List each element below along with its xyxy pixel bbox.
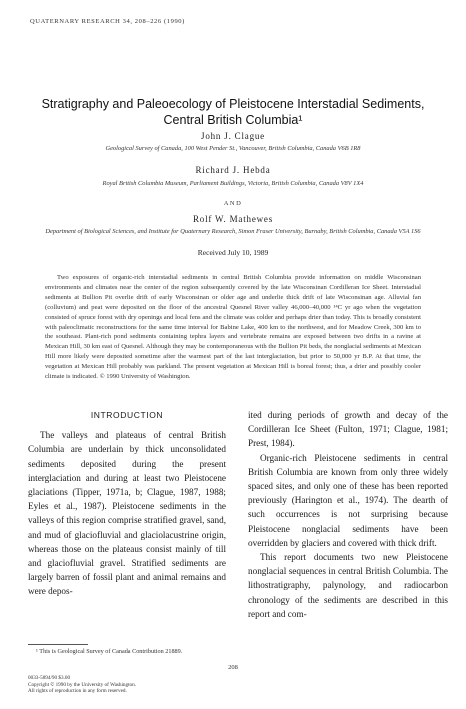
section-heading-introduction: INTRODUCTION — [90, 410, 164, 420]
author-name-1: John J. Clague — [201, 131, 265, 141]
body-column-left — [28, 408, 226, 599]
footnote: ¹ This is Geological Survey of Canada Contribution 21889. — [36, 648, 183, 655]
paragraph: Organic-rich Pleistocene sediments in central British Columbia are known from only three widely spaced sites, and only one of these has been reported previously (Harington et al., 1974). The dearth of such occurrences is not surprising because Pleistocene nonglacial sediments have been overridden by glaciers and covered with thick drift. — [248, 452, 448, 548]
paragraph: This report documents two new Pleistocene nonglacial sequences in central British Columbia. The lithostratigraphy, palynology, and radiocarbon chronology of the sediments are described in this report and com- — [248, 552, 448, 619]
author-affiliation-1: Geological Survey of Canada, 100 West Pender St., Vancouver, British Columbia, Canada V6B 1R8 — [105, 145, 361, 152]
copyright-line: All rights of reproduction in any form reserved. — [28, 688, 127, 694]
paragraph: ited during periods of growth and decay of the Cordilleran Ice Sheet (Fulton, 1971; Clague, 1981; Prest, 1984). — [248, 410, 448, 449]
author-affiliation-3: Department of Biological Sciences, and Institute for Quaternary Research, Simon Fraser University, Burnaby, British Columbia, Canada V5A 1S6 — [45, 228, 421, 235]
and-separator: AND — [223, 200, 243, 207]
copyright-line: 0033-5894/90 $3.00 — [28, 675, 71, 681]
footnote-divider — [28, 644, 88, 645]
author-name-3: Rolf W. Mathewes — [192, 214, 274, 224]
copyright-notice — [28, 675, 228, 695]
abstract: Two exposures of organic-rich interstadial sediments in central British Columbia provide information on middle Wisconsinan environments and climates near the center of the region subsequently covered by the late Wisconsinan Cordilleran Ice Sheet. Interstadial sediments at Bullion Pit overlie drift of early Wisconsinan or older age and underlie thick drift of late Wisconsinan age. Alluvial fan (colluvium) and peat were deposited on the floor of the ancestral Quesnel River valley 46,000–40,000 ¹⁴C yr ago when the vegetation consisted of spruce forest with dry openings and local fens and the climate was colder and perhaps drier than today. This is broadly consistent with paleoclimatic reconstructions for the same time interval for Babine Lake, 400 km to the northwest, and for Meadow Creek, 300 km to the southeast. Plant-rich pond sediments containing tephra layers and vertebrate remains are exposed between two drifts in a ravine at Mexican Hill, 30 km east of Quesnel. Although they may be contemporaneous with the Bullion Pit beds, the nonglacial sediments at Mexican Hill more likely were deposited sometime after the warmest part of the last interglaciation, but prior to 50,000 yr B.P. At that time, the vegetation at Mexican Hill probably was parkland. The present vegetation at Mexican Hill is boreal forest; thus, a drier and possibly cooler climate is indicated. © 1990 University of Washington. — [45, 274, 421, 381]
page-number: 208 — [228, 664, 238, 671]
body-column-right — [248, 408, 448, 621]
author-name-2: Richard J. Hebda — [195, 165, 271, 175]
paragraph: The valleys and plateaus of central British Columbia are underlain by thick unconsolidated sediments deposited during the present interglaciation and during at least two Pleistocene glaciations (Tipper, 1971a, b; Clague, 1987, 1988; Eyles et al., 1987). Pleistocene sediments in the valleys of this region comprise stratified gravel, sand, and mud of glaciofluvial and glaciolacustrine origin, whereas those on the plateaus consist mainly of till and glaciofluvial gravel. Stratified sediments are largely barren of fossil plant and animal remains and were depos- — [28, 430, 226, 597]
running-head: QUATERNARY RESEARCH 34, 208–226 (1990) — [30, 18, 185, 25]
received-date: Received July 10, 1989 — [197, 248, 269, 257]
article-title: Stratigraphy and Paleoecology of Pleistocene Interstadial Sediments, Central British Columbia¹ — [41, 97, 425, 127]
copyright-line: Copyright © 1990 by the University of Washington. — [28, 681, 137, 688]
author-affiliation-2: Royal British Columbia Museum, Parliament Buildings, Victoria, British Columbia, Canada V8V 1X4 — [102, 180, 364, 187]
